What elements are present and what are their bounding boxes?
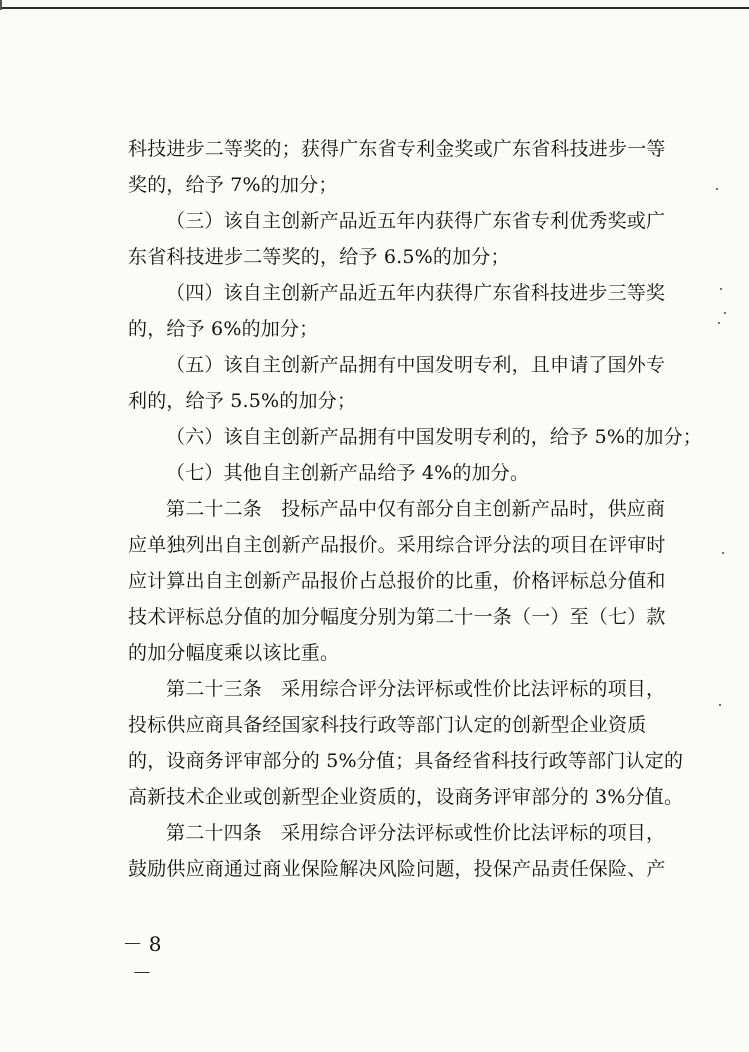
text-line: 第二十三条 采用综合评分法评标或性价比法评标的项目，	[166, 678, 666, 700]
text-line: 投标供应商具备经国家科技行政等部门认定的创新型企业资质	[128, 714, 647, 736]
document-body	[128, 131, 702, 887]
text-line: 利的，给予 5.5%的加分；	[128, 390, 357, 412]
scan-speck	[719, 704, 721, 706]
text-line: （三）该自主创新产品近五年内获得广东省专利优秀奖或广	[166, 210, 666, 232]
scan-speck	[720, 288, 722, 290]
text-line: 科技进步二等奖的；获得广东省专利金奖或广东省科技进步一等	[128, 138, 666, 160]
text-line: 技术评标总分值的加分幅度分别为第二十一条（一）至（七）款	[128, 606, 666, 628]
text-line: 奖的，给予 7%的加分；	[128, 174, 338, 196]
text-line: 鼓励供应商通过商业保险解决风险问题，投保产品责任保险、产	[128, 858, 666, 880]
text-line: （六）该自主创新产品拥有中国发明专利的，给予 5%的加分；	[166, 426, 702, 448]
text-line: 的加分幅度乘以该比重。	[128, 642, 340, 664]
top-border-line	[0, 7, 749, 9]
scan-mark	[0, 0, 2, 10]
scan-speck	[724, 312, 726, 314]
scan-speck	[722, 552, 724, 554]
text-line: 高新技术企业或创新型企业资质的，设商务评审部分的 3%分值。	[128, 786, 684, 808]
text-line: 第二十四条 采用综合评分法评标或性价比法评标的项目，	[166, 822, 666, 844]
scan-speck	[718, 322, 720, 324]
text-line: （五）该自主创新产品拥有中国发明专利，且申请了国外专	[166, 354, 666, 376]
text-line: 第二十二条 投标产品中仅有部分自主创新产品时，供应商	[166, 498, 666, 520]
text-line: 的，给予 6%的加分；	[128, 318, 319, 340]
text-line: 应计算出自主创新产品报价占总报价的比重，价格评标总分值和	[128, 570, 666, 592]
text-line: 应单独列出自主创新产品报价。采用综合评分法的项目在评审时	[128, 534, 666, 556]
page-number: － 8 －	[122, 932, 162, 985]
text-line: （四）该自主创新产品近五年内获得广东省科技进步三等奖	[166, 282, 666, 304]
text-line: 东省科技进步二等奖的，给予 6.5%的加分；	[128, 246, 510, 268]
scan-speck	[716, 188, 718, 190]
text-line: 的，设商务评审部分的 5%分值；具备经省科技行政等部门认定的	[128, 750, 684, 772]
text-line: （七）其他自主创新产品给予 4%的加分。	[166, 462, 530, 484]
